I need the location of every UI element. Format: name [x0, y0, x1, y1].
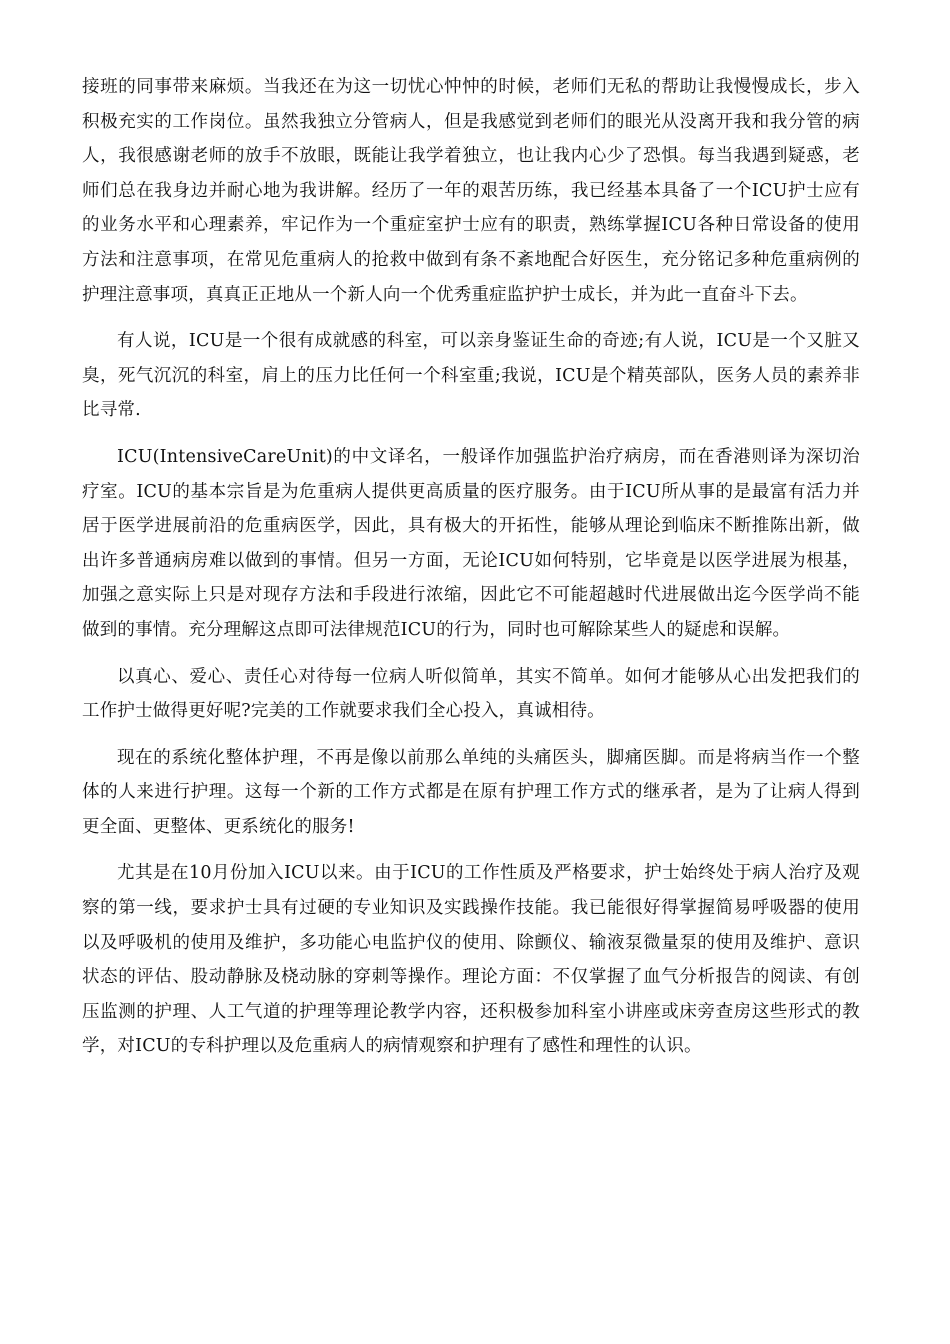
paragraph-holistic-care: 现在的系统化整体护理，不再是像以前那么单纯的头痛医头，脚痛医脚。而是将病当作一个整体的人来进行护理。这每一个新的工作方式都是在原有护理工作方式的继承者，是为了让病人得到更全面、更整体、更系统化的服务! [82, 747, 860, 837]
paragraph-spacer [82, 844, 860, 856]
paragraph-spacer [82, 729, 860, 741]
paragraph-spacer [82, 312, 860, 324]
paragraph-continued: 接班的同事带来麻烦。当我还在为这一切忧心忡忡的时候，老师们无私的帮助让我慢慢成长，步入积极充实的工作岗位。虽然我独立分管病人，但是我感觉到老师们的眼光从没离开我和我分管的病人，我很感谢老师的放手不放眼，既能让我学着独立，也让我内心少了恐惧。每当我遇到疑惑，老师们总在我身边并耐心地为我讲解。经历了一年的艰苦历练，我已经基本具备了一个ICU护士应有的业务水平和心理素养，牢记作为一个重症室护士应有的职责，熟练掌握ICU各种日常设备的使用方法和注意事项，在常见危重病人的抢救中做到有条不紊地配合好医生，充分铭记多种危重病例的护理注意事项，真真正正地从一个新人向一个优秀重症监护护士成长，并为此一直奋斗下去。 [82, 77, 860, 305]
document-page [82, 70, 860, 1064]
paragraph-icu-opinions: 有人说，ICU是一个很有成就感的科室，可以亲身鉴证生命的奇迹;有人说，ICU是一个又脏又臭，死气沉沉的科室，肩上的压力比任何一个科室重;我说，ICU是个精英部队，医务人员的素养非比寻常. [82, 331, 860, 421]
paragraph-spacer [82, 428, 860, 440]
paragraph-skills: 尤其是在10月份加入ICU以来。由于ICU的工作性质及严格要求，护士始终处于病人治疗及观察的第一线，要求护士具有过硬的专业知识及实践操作技能。我已能很好得掌握简易呼吸器的使用以及呼吸机的使用及维护，多功能心电监护仪的使用、除颤仪、输液泵微量泵的使用及维护、意识状态的评估、股动静脉及桡动脉的穿刺等操作。理论方面：不仅掌握了血气分析报告的阅读、有创压监测的护理、人工气道的护理等理论教学内容，还积极参加科室小讲座或床旁查房这些形式的教学，对ICU的专科护理以及危重病人的病情观察和护理有了感性和理性的认识。 [82, 863, 860, 1057]
paragraph-icu-definition: ICU(IntensiveCareUnit)的中文译名，一般译作加强监护治疗病房，而在香港则译为深切治疗室。ICU的基本宗旨是为危重病人提供更高质量的医疗服务。由于ICU所从事的是最富有活力并居于医学进展前沿的危重病医学，因此，具有极大的开拓性，能够从理论到临床不断推陈出新，做出许多普通病房难以做到的事情。但另一方面，无论ICU如何特别，它毕竟是以医学进展为根基，加强之意实际上只是对现存方法和手段进行浓缩，因此它不可能超越时代进展做出迄今医学尚不能做到的事情。充分理解这点即可法律规范ICU的行为，同时也可解除某些人的疑虑和误解。 [82, 446, 860, 640]
paragraph-spacer [82, 648, 860, 660]
paragraph-sincerity: 以真心、爱心、责任心对待每一位病人听似简单，其实不简单。如何才能够从心出发把我们的工作护士做得更好呢?完美的工作就要求我们全心投入，真诚相待。 [82, 666, 860, 722]
